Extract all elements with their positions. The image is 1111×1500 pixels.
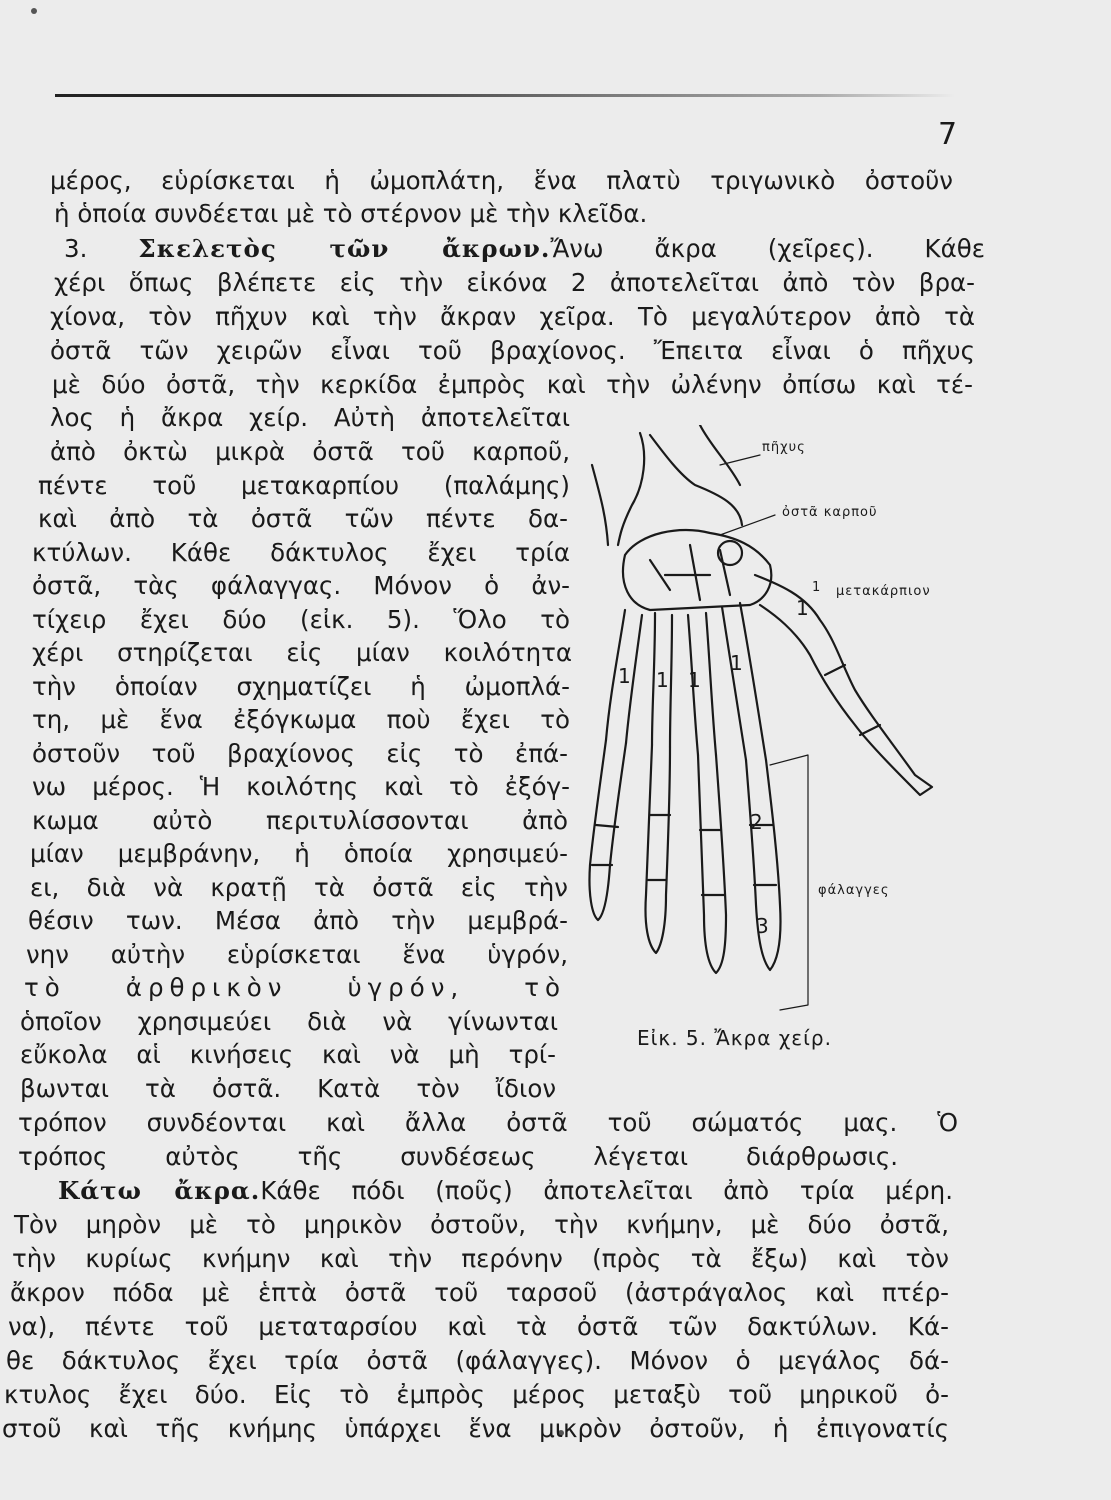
text-line: τρόπον συνδέονται καὶ ἄλλα ὀστᾶ τοῦ σώματός μας. Ὁ xyxy=(18,1108,958,1137)
text-line: ἄκρον πόδα μὲ ἑπτὰ ὀστᾶ τοῦ ταρσοῦ (ἀστράγαλος καὶ πτέρ- xyxy=(10,1278,949,1307)
text-line: τὴν κυρίως κνήμην καὶ τὴν περόνην (πρὸς τὰ ἔξω) καὶ τὸν xyxy=(12,1244,949,1273)
metacarpal-2 xyxy=(722,603,766,760)
text-line: ὀστᾶ τῶν χειρῶν εἶναι τοῦ βραχίονος. Ἔπειτα εἶναι ὁ πῆχυς xyxy=(50,336,975,365)
text-line: τίχειρ ἔχει δύο (εἰκ. 5). Ὅλο τὸ xyxy=(32,605,570,634)
text-line: εὔκολα αἱ κινήσεις καὶ νὰ μὴ τρί- xyxy=(20,1040,556,1069)
lower-limbs-line xyxy=(58,1174,953,1208)
text-line: βωνται τὰ ὀστᾶ. Κατὰ τὸν ἴδιον xyxy=(20,1074,556,1103)
text-line: θε δάκτυλος ἔχει τρία ὀστᾶ (φάλαγγες). Μόνον ὁ μεγάλος δά- xyxy=(6,1346,949,1375)
text-line: χέρι ὅπως βλέπετε εἰς τὴν εἰκόνα 2 ἀποτελεῖται ἀπὸ τὸν βρα- xyxy=(54,268,975,297)
metacarpal-number: 1 xyxy=(688,668,701,692)
metacarpal-number: 1 xyxy=(730,651,743,675)
label-metacarpal: μετακάρπιον xyxy=(836,584,931,599)
text-line: ὁποῖον χρησιμεύει διὰ νὰ γίνωνται xyxy=(20,1007,558,1036)
section-3-heading: Σκελετὸς τῶν ἄκρων. xyxy=(138,234,551,263)
text-line: θέσιν των. Μέσα ἀπὸ τὴν μεμβρά- xyxy=(28,906,568,935)
text-line: πέντε τοῦ μετακαρπίου (παλάμης) xyxy=(38,471,570,500)
text-line: τὴν ὁποίαν σχηματίζει ἡ ὠμοπλά- xyxy=(32,672,570,701)
ring-finger xyxy=(645,745,670,953)
label-metacarpal-number: 1 xyxy=(812,580,822,595)
text-line: μέρος, εὑρίσκεται ἡ ὠμοπλάτη, ἕνα πλατὺ τριγωνικὸ ὀστοῦν xyxy=(50,166,953,195)
figure-caption: Εἰκ. 5. Ἄκρα χείρ. xyxy=(637,1026,832,1050)
radius-bone xyxy=(618,433,644,545)
text-line: τη, μὲ ἕνα ἐξόγκωμα ποὺ ἔχει τὸ xyxy=(32,705,570,734)
label-phalanges: φάλαγγες xyxy=(818,883,890,898)
little-finger xyxy=(589,740,626,920)
text-line: κτύλων. Κάθε δάκτυλος ἔχει τρία xyxy=(32,538,570,567)
text-line: ἡ ὁποία συνδέεται μὲ τὸ στέρνον μὲ τὴν κλεῖδα. xyxy=(54,199,648,228)
text-line: τὸ ἀρθρικὸν ὑγρόν, τὸ xyxy=(24,973,566,1002)
text-line: χέρι στηρίζεται εἰς μίαν κοιλότητα xyxy=(32,638,572,667)
phalanx-number: 3 xyxy=(756,914,769,938)
text-line: ἀπὸ ὀκτὼ μικρὰ ὀστᾶ τοῦ καρποῦ, xyxy=(50,437,570,466)
label-pechys: πῆχυς xyxy=(762,440,806,455)
section-number: 3. xyxy=(64,234,88,263)
middle-finger xyxy=(698,755,726,973)
text-line: νω μέρος. Ἡ κοιλότης καὶ τὸ ἐξόγ- xyxy=(32,772,570,801)
text-line: να), πέντε τοῦ μεταταρσίου καὶ τὰ ὀστᾶ τῶν δακτύλων. Κά- xyxy=(8,1312,949,1341)
text-line: κωμα αὐτὸ περιτυλίσσονται ἀπὸ xyxy=(32,806,568,835)
carpal-bones xyxy=(623,530,771,610)
lower-limbs-heading: Κάτω ἄκρα. xyxy=(58,1176,261,1205)
text-line: Τὸν μηρὸν μὲ τὸ μηρικὸν ὀστοῦν, τὴν κνήμην, μὲ δύο ὀστᾶ, xyxy=(14,1210,949,1239)
text-line: χίονα, τὸν πῆχυν καὶ τὴν ἄκραν χεῖρα. Τὸ μεγαλύτερον ἀπὸ τὰ xyxy=(50,302,975,331)
phalanx-number: 2 xyxy=(750,810,763,834)
metacarpal-number: 1 xyxy=(656,668,669,692)
text-line: λος ἡ ἄκρα χείρ. Αὐτὴ ἀποτελεῖται xyxy=(50,403,570,432)
text-line: μὲ δύο ὀστᾶ, τὴν κερκίδα ἐμπρὸς καὶ τὴν ὠλένην ὀπίσω καὶ τέ- xyxy=(52,370,973,399)
section-3-text: Ἄνω ἄκρα (χεῖρες). Κάθε xyxy=(550,234,985,263)
lower-limbs-text: Κάθε πόδι (ποῦς) ἀποτελεῖται ἀπὸ τρία μέρη. xyxy=(260,1176,953,1205)
text-line: ὀστᾶ, τὰς φάλαγγας. Μόνον ὁ ἀν- xyxy=(32,571,570,600)
text-line: ὀστοῦν τοῦ βραχίονος εἰς τὸ ἐπά- xyxy=(32,739,568,768)
text-line: τρόπος αὐτὸς τῆς συνδέσεως λέγεται διάρθρωσις. xyxy=(18,1142,898,1171)
text-line: ει, διὰ νὰ κρατῇ τὰ ὀστᾶ εἰς τὴν xyxy=(30,873,568,902)
text-line: κτυλος ἔχει δύο. Εἰς τὸ ἐμπρὸς μέρος μεταξὺ τοῦ μηρικοῦ ὀ- xyxy=(4,1380,949,1409)
text-line: καὶ ἀπὸ τὰ ὀστᾶ τῶν πέντε δα- xyxy=(38,504,568,533)
text-line: νην αὐτὴν εὑρίσκεται ἕνα ὑγρόν, xyxy=(26,940,568,969)
page-number: 7 xyxy=(938,117,958,152)
metacarpal-number: 1 xyxy=(796,596,809,620)
margin-speck xyxy=(31,8,37,14)
text-line: στοῦ καὶ τῆς κνήμης ὑπάρχει ἕνα μικρὸν ὀστοῦν, ἡ ἐπιγονατίς xyxy=(2,1414,949,1443)
metacarpal-number: 1 xyxy=(618,664,631,688)
label-carpal-bones: ὀστᾶ καρποῦ xyxy=(782,505,878,520)
ulna-bone xyxy=(650,435,742,525)
text-line: μίαν μεμβράνην, ἡ ὁποία χρησιμεύ- xyxy=(30,839,568,868)
header-rule xyxy=(55,94,955,97)
hand-skeleton-figure xyxy=(570,425,970,1025)
section-3-line xyxy=(64,232,985,266)
index-finger xyxy=(746,760,781,970)
